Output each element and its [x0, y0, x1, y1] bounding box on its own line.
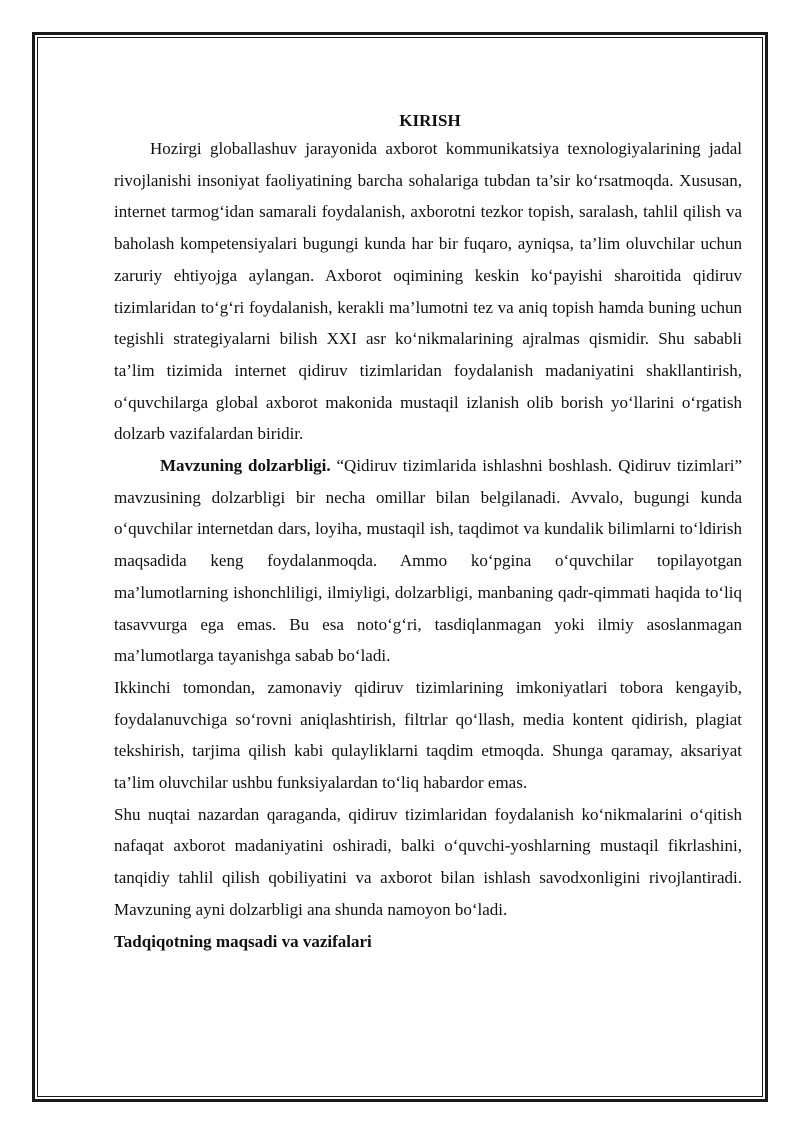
- intro-paragraph: Hozirgi globallashuv jarayonida axborot kommunikatsiya texnologiyalarining jadal rivojlanishi insoniyat faoliyatining barcha sohalariga tubdan ta’sir ko‘rsatmoqda. Xususan, internet tarmog‘idan samarali foydalanish, axborotni tezkor topish, saralash, tahlil qilish va baholash kompetensiyalari bugungi kunda har bir fuqaro, ayniqsa, ta’lim oluvchilar uchun zaruriy ehtiyojga aylangan. Axborot oqimining keskin ko‘payishi sharoitida qidiruv tizimlaridan to‘g‘ri foydalanish, kerakli ma’lumotni tez va aniq topish hamda buning uchun tegishli strategiyalarni bilish XXI asr ko‘nikmalarining ajralmas qismidir. Shu sababli ta’lim tizimida internet qidiruv tizimlaridan foydalanish madaniyatini shakllantirish, o‘quvchilarga global axborot makonida mustaqil izlanish olib borish yo‘llarini o‘rgatish dolzarb vazifalardan biridir.: [114, 139, 742, 444]
- relevance-paragraph: [114, 450, 742, 672]
- section-heading: Tadqiqotning maqsadi va vazifalari: [114, 931, 372, 951]
- conclusion-paragraph: Shu nuqtai nazardan qaraganda, qidiruv tizimlaridan foydalanish ko‘nikmalarini o‘qitish nafaqat axborot madaniyatini oshiradi, balki o‘quvchi-yoshlarning mustaqil fikrlashini, tanqidiy tahlil qilish qobiliyatini va axborot bilan ishlash savodxonligini rivojlantiradi. Mavzuning ayni dolzarbligi ana shunda namoyon bo‘ladi.: [114, 804, 742, 919]
- relevance-text: “Qidiruv tizimlarida ishlashni boshlash. Qidiruv tizimlari” mavzusining dolzarbligi bir necha omillar bilan belgilanadi. Avvalo, bugungi kunda o‘quvchilar internetdan dars, loyiha, mustaqil ish, taqdimot va kundalik bilimlarni to‘ldirish maqsadida keng foydalanmoqda. Ammo ko‘pgina o‘quvchilar topilayotgan ma’lumotlarning ishonchliligi, ilmiyligi, dolzarbligi, manbaning qadr-qimmati haqida to‘liq tasavvurga ega emas. Bu esa noto‘g‘ri, tasdiqlanmagan yoki ilmiy asoslanmagan ma’lumotlarga tayanishga sabab bo‘ladi.: [114, 456, 742, 666]
- second-aspect-paragraph: Ikkinchi tomondan, zamonaviy qidiruv tizimlarining imkoniyatlari tobora kengayib, foydalanuvchiga so‘rovni aniqlashtirish, filtrlar qo‘llash, media kontent qidirish, plagiat tekshirish, tarjima qilish kabi qulayliklarni taqdim etmoqda. Shunga qaramay, aksariyat ta’lim oluvchilar ushbu funksiyalardan to‘liq habardor emas.: [114, 677, 742, 793]
- relevance-lead: Mavzuning dolzarbligi.: [160, 456, 331, 476]
- page-title: KIRISH: [399, 111, 461, 130]
- document-body: [114, 108, 742, 957]
